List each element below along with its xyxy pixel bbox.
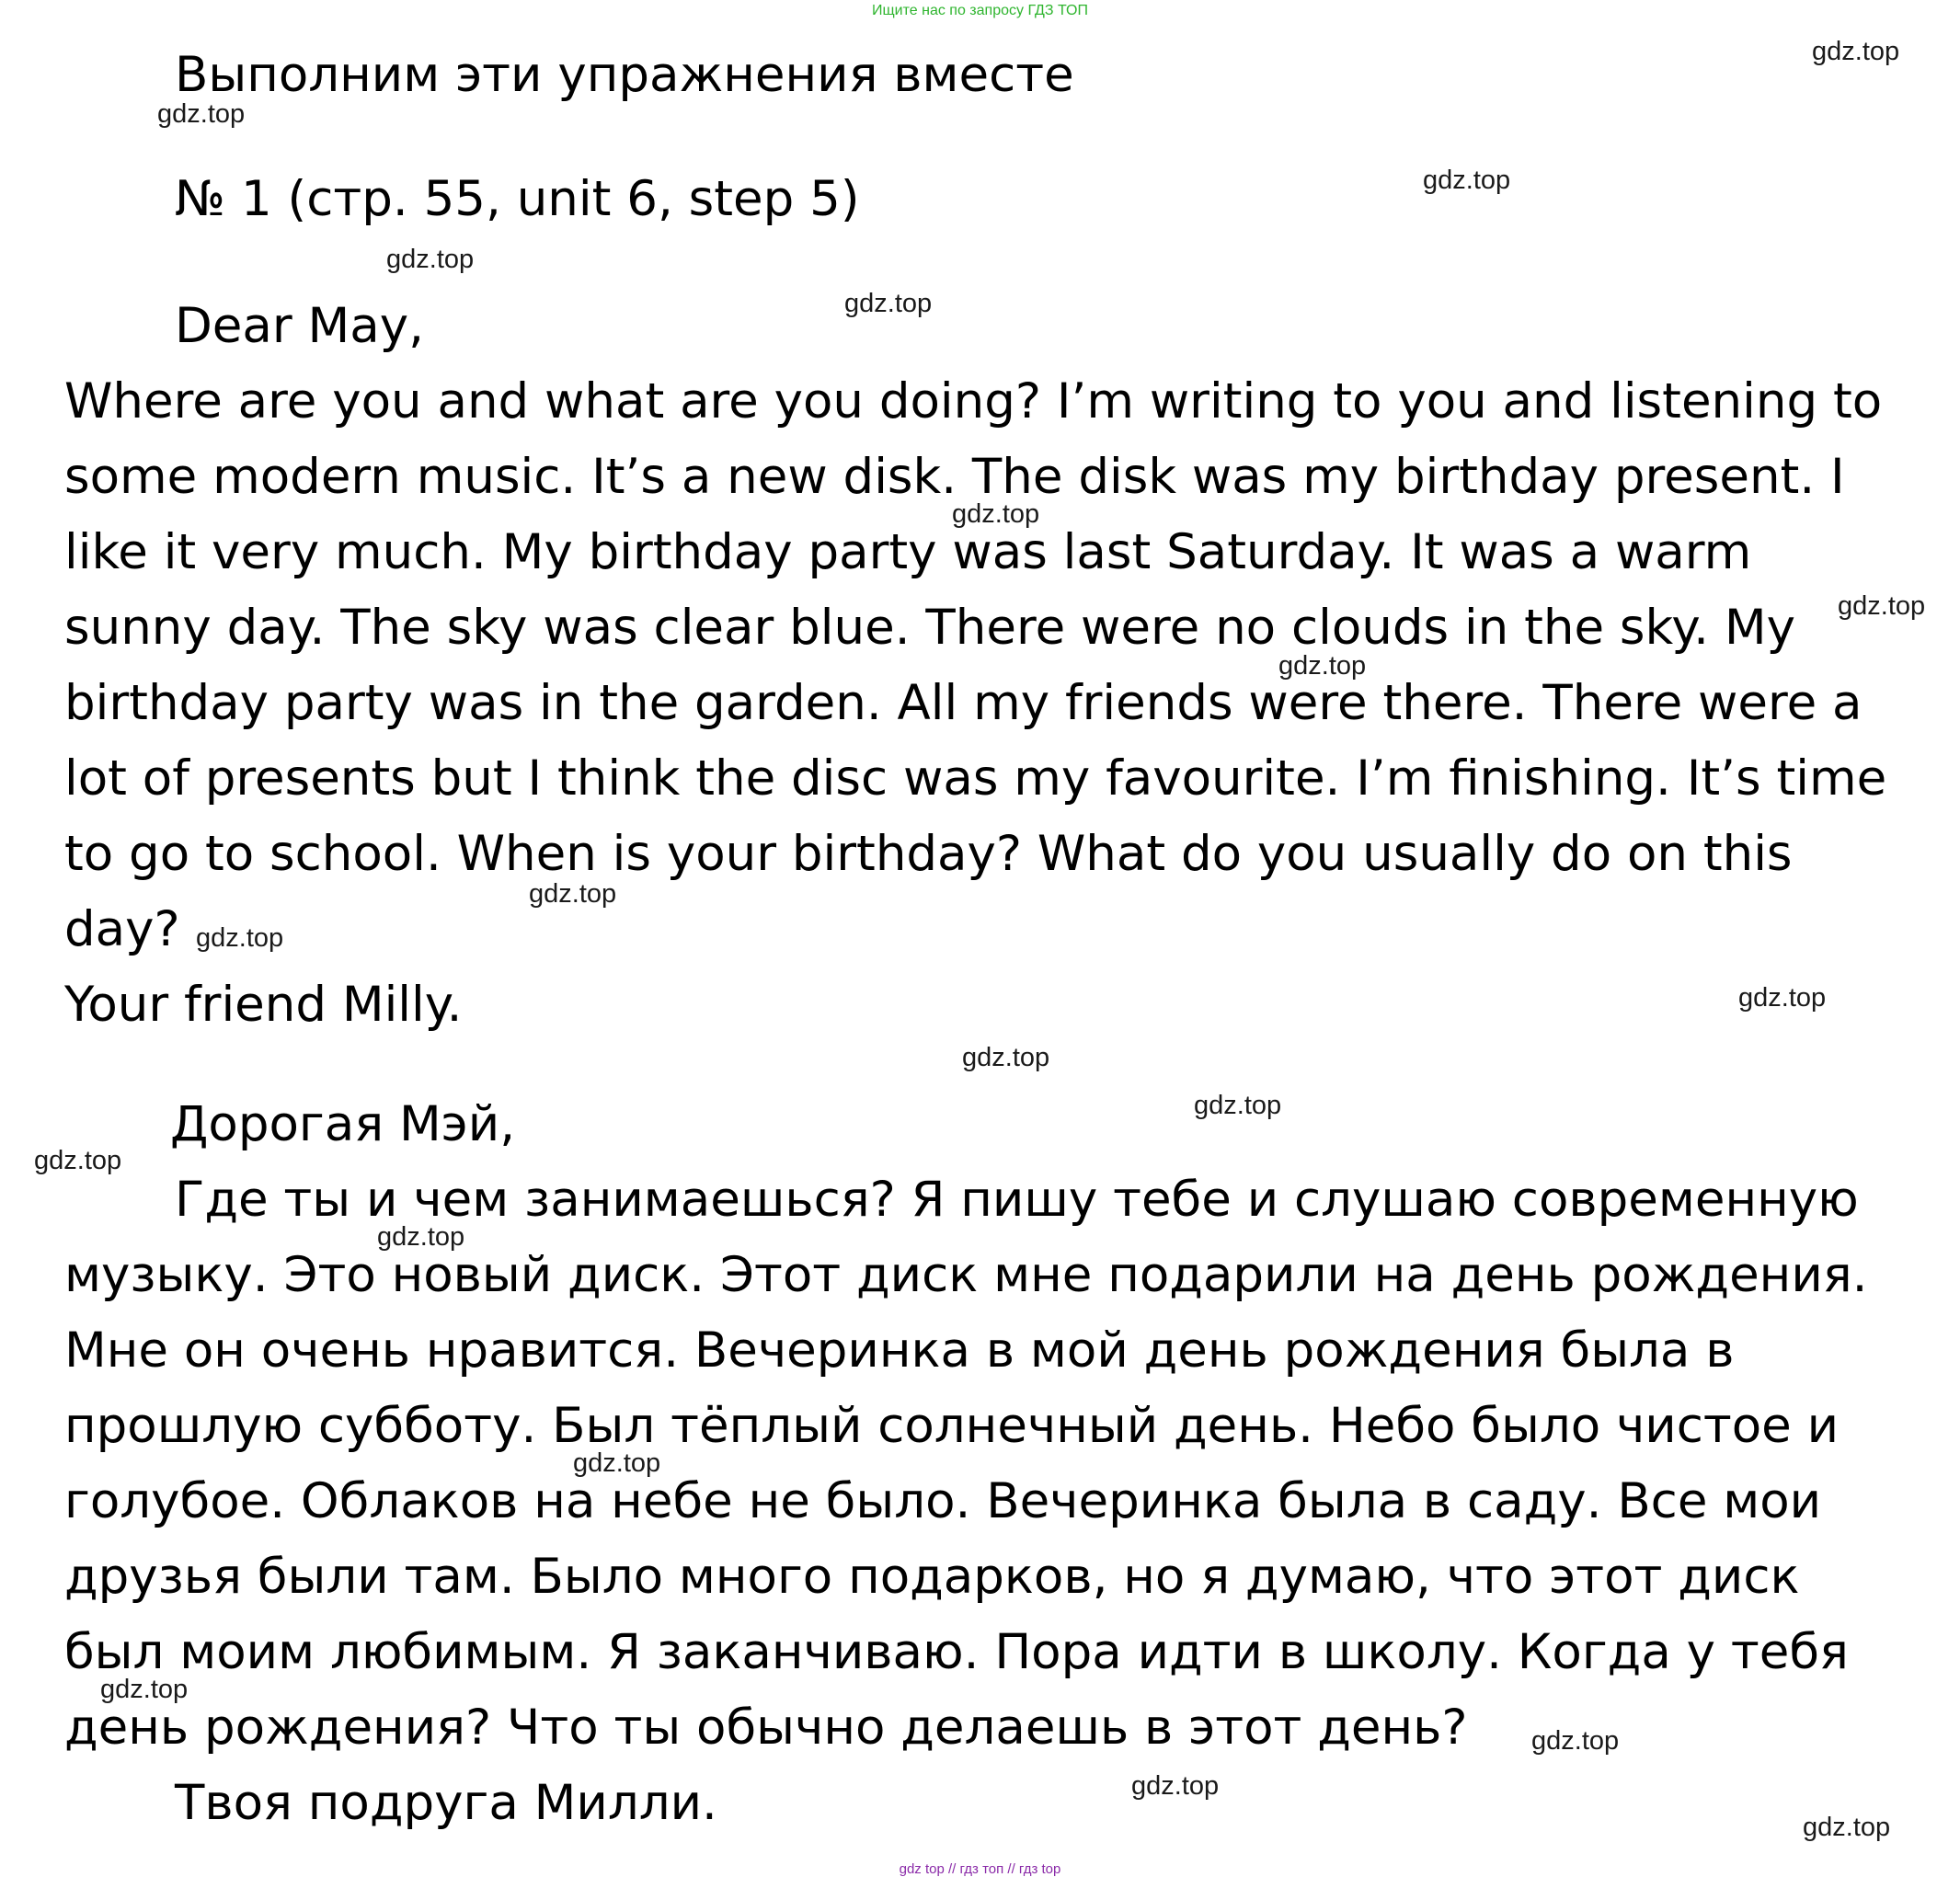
russian-line: день рождения? Что ты обычно делаешь в этот день? [64, 1700, 1468, 1756]
watermark: gdz.top [1131, 1771, 1220, 1801]
watermark: gdz.top [962, 1043, 1050, 1072]
watermark: gdz.top [386, 245, 475, 274]
english-line: lot of presents but I think the disc was my favourite. I’m finishing. It’s time [64, 750, 1887, 807]
russian-line: друзья были там. Было много подарков, но я думаю, что этот диск [64, 1549, 1800, 1605]
top-banner: Ищите нас по запросу ГДЗ ТОП [872, 3, 1088, 18]
watermark: gdz.top [1531, 1726, 1620, 1756]
watermark: gdz.top [377, 1222, 465, 1252]
watermark: gdz.top [1803, 1813, 1891, 1842]
watermark: gdz.top [952, 499, 1040, 529]
watermark: gdz.top [529, 879, 617, 909]
english-line: day? [64, 901, 180, 957]
russian-line: прошлую субботу. Был тёплый солнечный день. Небо было чистое и [64, 1398, 1840, 1454]
watermark: gdz.top [157, 99, 246, 129]
english-line: to go to school. When is your birthday? What do you usually do on this [64, 826, 1793, 882]
watermark: gdz.top [1278, 651, 1367, 681]
english-line: sunny day. The sky was clear blue. There were no clouds in the sky. My [64, 600, 1795, 656]
watermark: gdz.top [573, 1448, 661, 1478]
watermark: gdz.top [100, 1675, 189, 1704]
russian-line: музыку. Это новый диск. Этот диск мне подарили на день рождения. [64, 1247, 1868, 1303]
english-line: Where are you and what are you doing? I’m writing to you and listening to [64, 373, 1883, 429]
page-heading: Выполним эти упражнения вместе [175, 47, 1074, 103]
footer-links: gdz top // гдз топ // гдз top [899, 1861, 1061, 1877]
watermark: gdz.top [1194, 1091, 1282, 1120]
watermark: gdz.top [844, 289, 933, 318]
russian-line: Где ты и чем занимаешься? Я пишу тебе и слушаю современную [175, 1172, 1859, 1228]
russian-line: Мне он очень нравится. Вечеринка в мой день рождения была в [64, 1322, 1735, 1379]
watermark: gdz.top [1812, 37, 1900, 66]
english-line: some modern music. It’s a new disk. The disk was my birthday present. I [64, 449, 1845, 505]
watermark: gdz.top [1738, 983, 1827, 1013]
exercise-number: № 1 (стр. 55, unit 6, step 5) [175, 171, 860, 227]
russian-greeting: Дорогая Мэй, [170, 1096, 516, 1152]
russian-line: был моим любимым. Я заканчиваю. Пора идти в школу. Когда у тебя [64, 1624, 1849, 1680]
watermark: gdz.top [1838, 591, 1926, 621]
watermark: gdz.top [196, 923, 284, 953]
watermark: gdz.top [1423, 166, 1511, 195]
english-line: like it very much. My birthday party was last Saturday. It was a warm [64, 524, 1752, 580]
english-greeting: Dear May, [175, 298, 424, 354]
russian-signature: Твоя подруга Милли. [175, 1775, 717, 1831]
watermark: gdz.top [34, 1146, 122, 1175]
english-line: birthday party was in the garden. All my friends were there. There were a [64, 675, 1863, 731]
russian-line: голубое. Облаков на небе не было. Вечеринка была в саду. Все мои [64, 1473, 1822, 1529]
english-signature: Your friend Milly. [64, 977, 463, 1033]
